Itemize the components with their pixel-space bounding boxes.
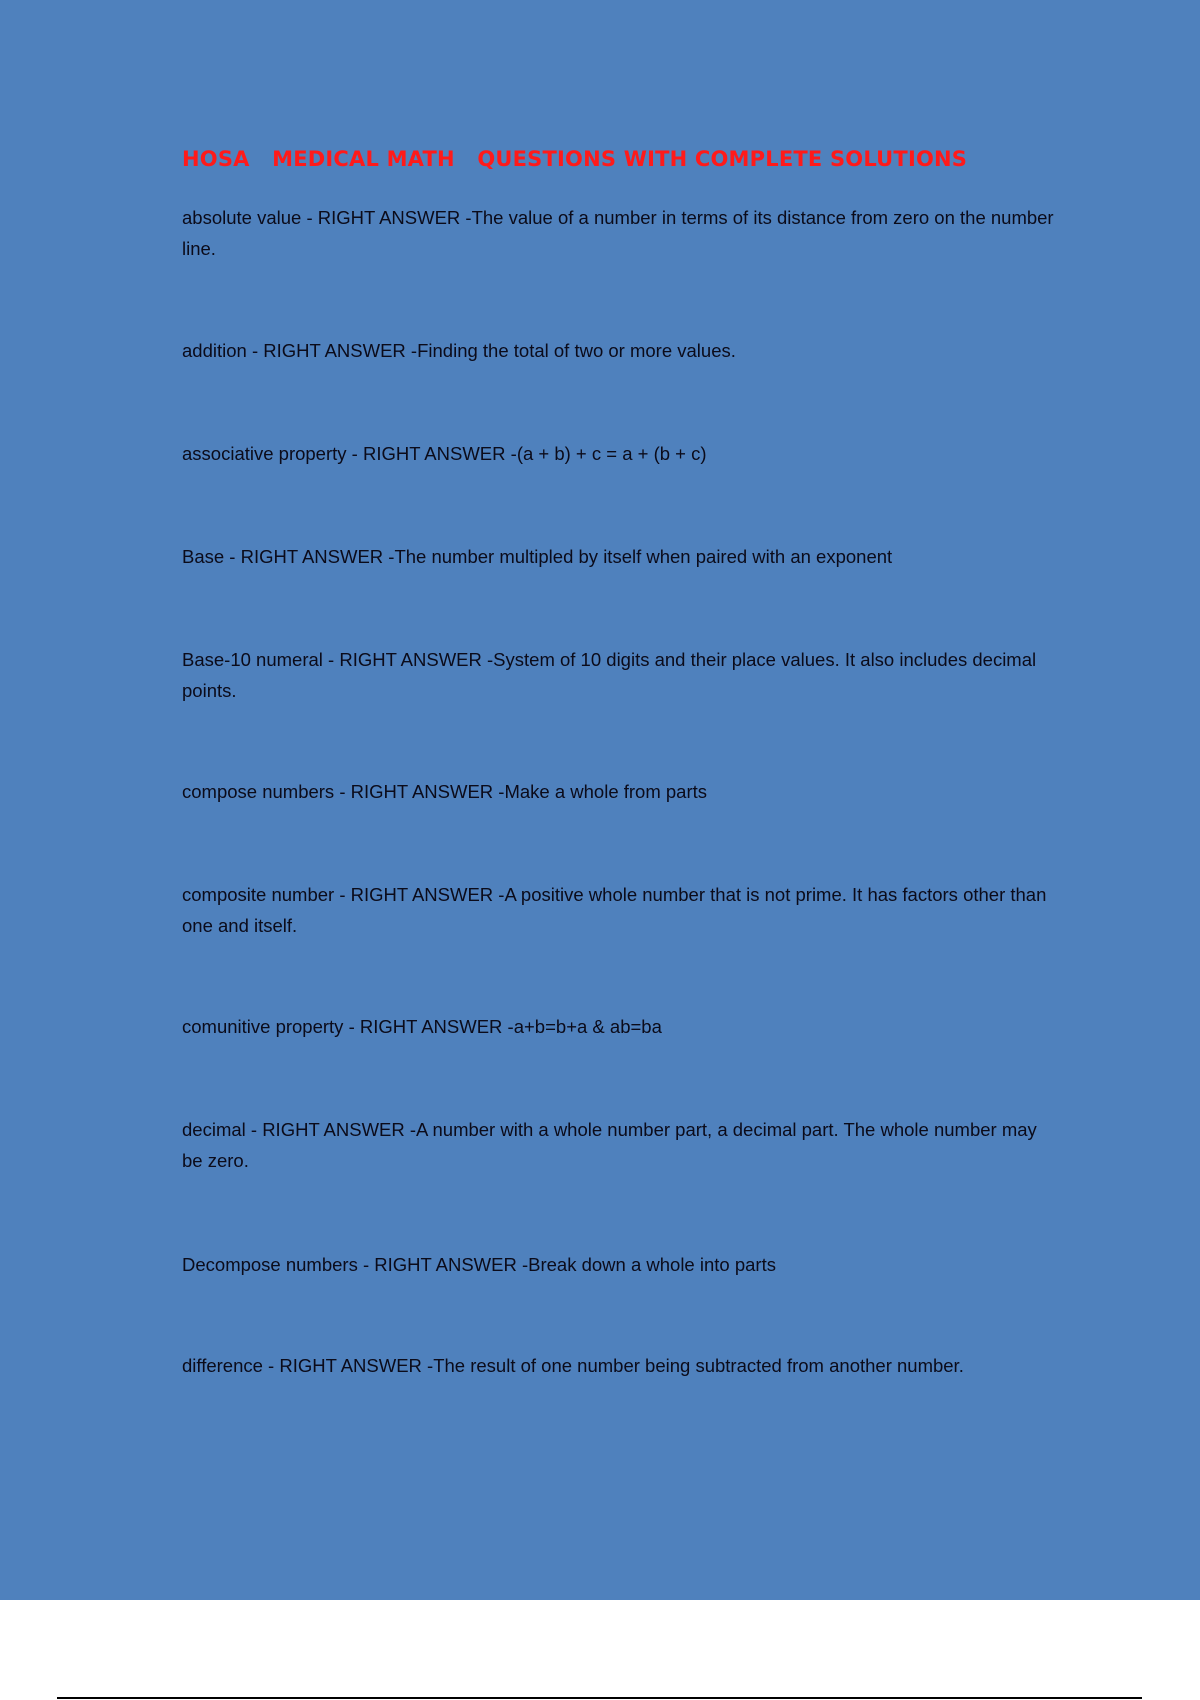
entry-term: difference (182, 1355, 263, 1376)
entry-term: Base (182, 546, 225, 567)
entry-definition: (a + b) + c = a + (b + c) (516, 443, 707, 464)
entry-definition: Finding the total of two or more values. (417, 340, 736, 361)
entry-separator: - RIGHT ANSWER - (343, 1016, 514, 1037)
footer-rule (57, 1697, 1142, 1699)
entry-separator: - RIGHT ANSWER - (334, 884, 505, 905)
entry-separator: - RIGHT ANSWER - (262, 1355, 434, 1376)
entry-decimal (182, 1114, 1062, 1176)
entry-definition: The result of one number being subtracted from another number. (433, 1355, 964, 1376)
entry-base (182, 541, 1062, 572)
entry-term: Decompose numbers (182, 1254, 358, 1275)
document-title: HOSA MEDICAL MATH QUESTIONS WITH COMPLETE SOLUTIONS (182, 147, 968, 171)
entry-comunitive-property (182, 1011, 1062, 1042)
entry-term: Base-10 numeral (182, 649, 323, 670)
entry-separator: - RIGHT ANSWER - (322, 649, 494, 670)
entry-term: decimal (182, 1119, 246, 1140)
entry-base-10-numeral (182, 644, 1062, 706)
entry-definition: A positive whole number that is not prime. It has factors other than one and itself. (182, 884, 1047, 936)
entry-definition: The value of a number in terms of its distance from zero on the number line. (182, 207, 1054, 259)
entry-compose-numbers (182, 776, 1062, 807)
entry-associative-property (182, 438, 1062, 469)
entry-absolute-value (182, 202, 1062, 264)
entry-separator: - RIGHT ANSWER - (224, 546, 395, 567)
entry-term: comunitive property (182, 1016, 344, 1037)
entry-separator: - RIGHT ANSWER - (301, 207, 472, 228)
entry-definition: A number with a whole number part, a decimal part. The whole number may be zero. (182, 1119, 1037, 1171)
entry-addition (182, 335, 1062, 366)
entry-definition: Make a whole from parts (504, 781, 708, 802)
entry-definition: System of 10 digits and their place values. It also includes decimal points. (182, 649, 1037, 701)
entry-term: absolute value (182, 207, 302, 228)
entry-separator: - RIGHT ANSWER - (357, 1254, 529, 1275)
entry-difference (182, 1350, 1062, 1381)
entry-composite-number (182, 879, 1062, 941)
entry-separator: - RIGHT ANSWER - (246, 340, 418, 361)
entry-definition: Break down a whole into parts (528, 1254, 776, 1275)
entry-definition: The number multipled by itself when paired with an exponent (394, 546, 893, 567)
entry-definition: a+b=b+a & ab=ba (513, 1016, 662, 1037)
entry-term: associative property (182, 443, 347, 464)
entry-term: addition (182, 340, 247, 361)
entry-separator: - RIGHT ANSWER - (334, 781, 505, 802)
entry-decompose-numbers (182, 1249, 1062, 1280)
entry-separator: - RIGHT ANSWER - (346, 443, 517, 464)
entry-separator: - RIGHT ANSWER - (245, 1119, 417, 1140)
entry-term: composite number (182, 884, 335, 905)
entry-term: compose numbers (182, 781, 335, 802)
